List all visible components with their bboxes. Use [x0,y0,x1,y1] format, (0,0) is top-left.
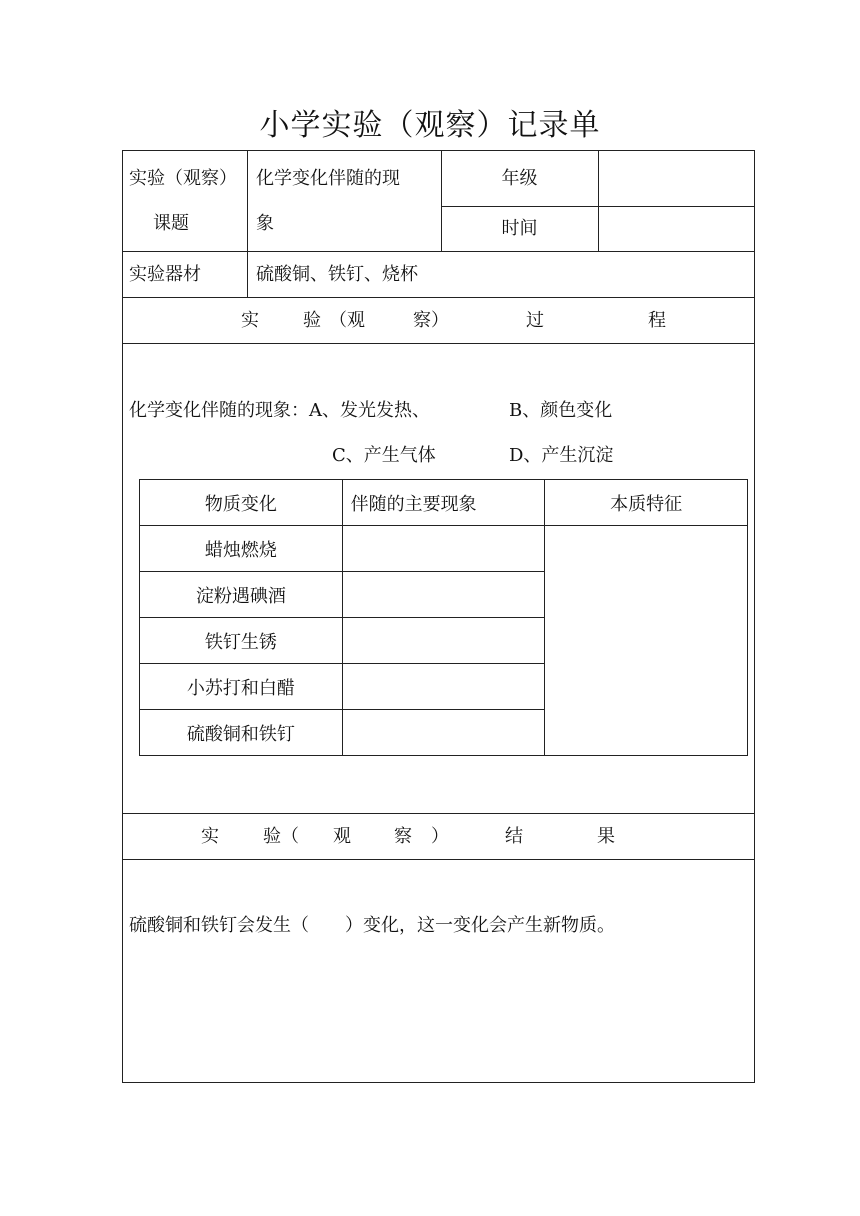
row-divider [123,343,755,344]
equipment-label: 实验器材 [129,264,201,285]
record-sheet [122,150,755,1083]
column-header: 伴随的主要现象 [342,480,545,526]
phenomenon-d: D、产生沉淀 [509,445,614,466]
process-heading-char: 察） [413,310,449,331]
topic-label-2: 课题 [153,213,189,234]
phenomenon-cell[interactable] [342,618,545,664]
phenomenon-b: B、颜色变化 [509,400,613,421]
column-header: 本质特征 [545,480,748,526]
essence-cell[interactable] [545,526,748,756]
substance-cell: 小苏打和白醋 [140,664,343,710]
column-divider [598,151,599,251]
phenomena-intro: 化学变化伴随的现象：A、发光发热、 [129,400,430,421]
process-heading-char: 验 [303,310,321,331]
row-divider [123,251,755,252]
topic-value: 化学变化伴随的现 [256,168,400,189]
process-heading-char: 过 [526,310,544,331]
topic-label: 实验（观察） [129,168,237,189]
row-divider [123,813,755,814]
phenomenon-cell[interactable] [342,664,545,710]
phenomenon-cell[interactable] [342,526,545,572]
result-heading-char: 观 [333,826,351,847]
result-heading-char: 结 [505,826,523,847]
result-heading-char: 验（ [263,826,299,847]
result-heading-char: 实 [201,826,219,847]
page-title: 小学实验（观察）记录单 [259,108,601,143]
phenomenon-cell[interactable] [342,710,545,756]
result-heading-char: 果 [597,826,615,847]
phenomenon-cell[interactable] [342,572,545,618]
substance-cell: 铁钉生锈 [140,618,343,664]
substance-cell: 蜡烛燃烧 [140,526,343,572]
substance-cell: 淀粉遇碘酒 [140,572,343,618]
substance-cell: 硫酸铜和铁钉 [140,710,343,756]
process-heading-char: （观 [329,310,365,331]
row-divider [123,859,755,860]
phenomenon-c: C、产生气体 [332,445,436,466]
grade-label: 年级 [501,168,538,189]
result-heading-char: 察 [394,826,412,847]
result-text: 硫酸铜和铁钉会发生（ ）变化，这一变化会产生新物质。 [129,915,615,936]
phenomena-table [139,479,748,756]
result-heading-char: ） [431,826,449,847]
equipment-value: 硫酸铜、铁钉、烧杯 [256,264,418,285]
topic-value-2: 象 [256,213,274,234]
column-header: 物质变化 [140,480,343,526]
process-heading-char: 程 [648,310,666,331]
table-row [140,526,748,572]
row-divider [123,297,755,298]
time-label: 时间 [501,218,538,239]
column-divider [247,151,248,297]
process-heading-char: 实 [241,310,259,331]
table-header-row [140,480,748,526]
